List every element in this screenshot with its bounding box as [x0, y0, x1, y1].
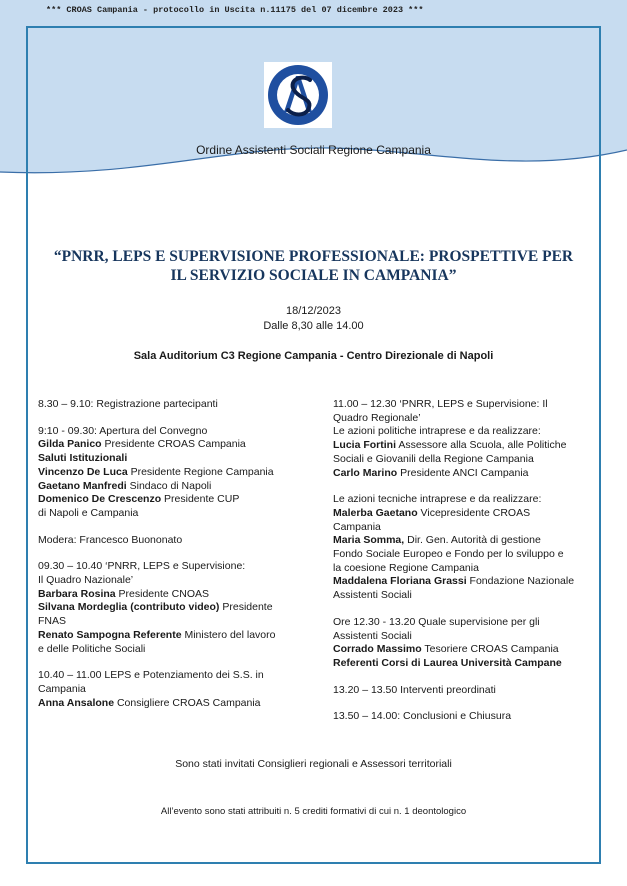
program-right-column	[333, 398, 598, 737]
program-line	[38, 534, 318, 548]
program-line	[333, 643, 598, 657]
line-text: Presidente CNOAS	[115, 587, 209, 600]
program-line	[333, 425, 598, 439]
program-block	[38, 398, 318, 412]
line-text: Fondazione Nazionale	[466, 575, 575, 588]
program-line	[38, 669, 318, 683]
line-text: 8.30 – 9.10: Registrazione partecipanti	[38, 398, 218, 410]
line-text: Assessore alla Scuola, alle Politiche	[396, 439, 567, 452]
speaker-name: Saluti Istituzionali	[38, 452, 128, 465]
speaker-name: Maddalena Floriana Grassi	[333, 575, 467, 588]
line-text: FNAS	[38, 615, 67, 628]
line-text: la coesione Regione Campania	[333, 561, 479, 574]
program-line	[333, 467, 598, 481]
program-line	[38, 574, 318, 588]
line-text: Ministero del lavoro	[181, 628, 276, 641]
program-left-column	[38, 398, 318, 723]
speaker-name: Vincenzo De Luca	[38, 465, 128, 478]
line-text: Le azioni tecniche intraprese e da realizzare:	[333, 493, 542, 506]
program-line	[38, 425, 318, 439]
program-line	[38, 480, 318, 494]
program-line	[333, 507, 598, 521]
line-text: 10.40 – 11.00 LEPS e Potenziamento dei S.S. in	[38, 669, 264, 682]
line-text: 11.00 – 12.30 ‘PNRR, LEPS e Supervisione: Il	[333, 398, 548, 410]
program-line	[38, 493, 318, 507]
program-block	[38, 534, 318, 548]
event-venue: Sala Auditorium C3 Regione Campania - Centro Direzionale di Napoli	[133, 350, 494, 362]
line-text: Consigliere CROAS Campania	[114, 696, 261, 709]
program-line	[38, 560, 318, 574]
line-text: Campania	[38, 682, 86, 695]
line-text: Sindaco di Napoli	[126, 479, 212, 492]
line-text: Presidente Regione Campania	[127, 465, 274, 478]
event-title-line-2: IL SERVIZIO SOCIALE IN CAMPANIA”	[170, 267, 457, 284]
program-line	[38, 438, 318, 452]
line-text: Fondo Sociale Europeo e Fondo per lo sviluppo e	[333, 548, 564, 561]
program-line	[38, 683, 318, 697]
line-text: Assistenti Sociali	[333, 629, 412, 642]
program-line	[38, 615, 318, 629]
event-title-line-1: “PNRR, LEPS E SUPERVISIONE PROFESSIONALE: PROSPETTIVE PER	[53, 248, 574, 265]
speaker-name: Maria Somma,	[333, 534, 405, 547]
program-block	[38, 425, 318, 521]
program-line	[333, 412, 598, 426]
protocol-stamp: *** CROAS Campania - protocollo in Uscita n.11175 del 07 dicembre 2023 ***	[46, 5, 424, 15]
program-line	[333, 684, 598, 698]
line-text: Vicepresidente CROAS	[417, 506, 531, 519]
program-line	[38, 643, 318, 657]
line-text: Il Quadro Nazionale’	[38, 574, 134, 587]
croas-logo-icon	[264, 62, 332, 128]
speaker-name: Gilda Panico	[38, 438, 102, 451]
program-block	[333, 684, 598, 698]
program-block	[38, 669, 318, 710]
speaker-name: Gaetano Manfredi	[38, 479, 127, 492]
program-line	[333, 657, 598, 671]
event-date-time	[0, 304, 627, 334]
credits-note: All’evento sono stati attribuiti n. 5 crediti formativi di cui n. 1 deontologico	[160, 806, 467, 817]
program-line	[38, 466, 318, 480]
program-line	[333, 398, 598, 412]
program-line	[333, 575, 598, 589]
program-line	[333, 453, 598, 467]
line-text: Assistenti Sociali	[333, 589, 412, 602]
speaker-name: Renato Sampogna Referente	[38, 628, 182, 641]
program-line	[38, 398, 318, 412]
line-text: Presidente ANCI Campania	[397, 466, 529, 479]
speaker-name: Lucia Fortini	[333, 439, 396, 452]
program-line	[38, 629, 318, 643]
program-line	[333, 616, 598, 630]
line-text: Sociali e Giovanili della Regione Campania	[333, 452, 534, 465]
organization-name: Ordine Assistenti Sociali Regione Campania	[196, 143, 431, 157]
line-text: di Napoli e Campania	[38, 506, 139, 519]
line-text: Modera: Francesco Buononato	[38, 533, 183, 546]
program-block	[333, 493, 598, 603]
line-text: Campania	[333, 520, 381, 533]
event-time: Dalle 8,30 alle 14.00	[263, 320, 364, 332]
event-date: 18/12/2023	[285, 305, 342, 317]
program-line	[333, 710, 598, 724]
program-line	[38, 697, 318, 711]
program-line	[38, 588, 318, 602]
line-text: 13.50 – 14.00: Conclusioni e Chiusura	[333, 710, 512, 723]
program-line	[333, 548, 598, 562]
line-text: Presidente CUP	[161, 493, 240, 506]
line-text: 13.20 – 13.50 Interventi preordinati	[333, 683, 496, 696]
speaker-name: Referenti Corsi di Laurea Università Campane	[333, 656, 562, 669]
program-line	[333, 493, 598, 507]
program-block	[333, 398, 598, 480]
speaker-name: Corrado Massimo	[333, 643, 422, 656]
program-block	[38, 560, 318, 656]
program-line	[333, 562, 598, 576]
line-text: Dir. Gen. Autorità di gestione	[404, 534, 541, 547]
speaker-name: Silvana Mordeglia (contributo video)	[38, 601, 220, 614]
line-text: Quadro Regionale’	[333, 411, 421, 424]
speaker-name: Carlo Marino	[333, 466, 398, 479]
program-block	[333, 710, 598, 724]
line-text: Tesoriere CROAS Campania	[421, 643, 559, 656]
line-text: Presidente	[219, 601, 273, 614]
line-text: 9:10 - 09.30: Apertura del Convegno	[38, 424, 208, 437]
line-text: Le azioni politiche intraprese e da realizzare:	[333, 425, 541, 438]
speaker-name: Barbara Rosina	[38, 587, 116, 600]
speaker-name: Domenico De Crescenzo	[38, 493, 162, 506]
program-line	[38, 601, 318, 615]
program-line	[38, 452, 318, 466]
program-line	[333, 521, 598, 535]
line-text: 09.30 – 10.40 ‘PNRR, LEPS e Supervisione:	[38, 560, 246, 573]
invited-note: Sono stati invitati Consiglieri regionali e Assessori territoriali	[175, 758, 452, 770]
line-text: e delle Politiche Sociali	[38, 642, 146, 655]
program-line	[38, 507, 318, 521]
program-line	[333, 534, 598, 548]
speaker-name: Anna Ansalone	[38, 696, 115, 709]
program-block	[333, 616, 598, 671]
program-line	[333, 439, 598, 453]
program-line	[333, 589, 598, 603]
line-text: Ore 12.30 - 13.20 Quale supervisione per gli	[333, 615, 540, 628]
speaker-name: Malerba Gaetano	[333, 506, 418, 519]
event-title	[0, 247, 627, 285]
line-text: Presidente CROAS Campania	[101, 438, 246, 451]
program-line	[333, 630, 598, 644]
